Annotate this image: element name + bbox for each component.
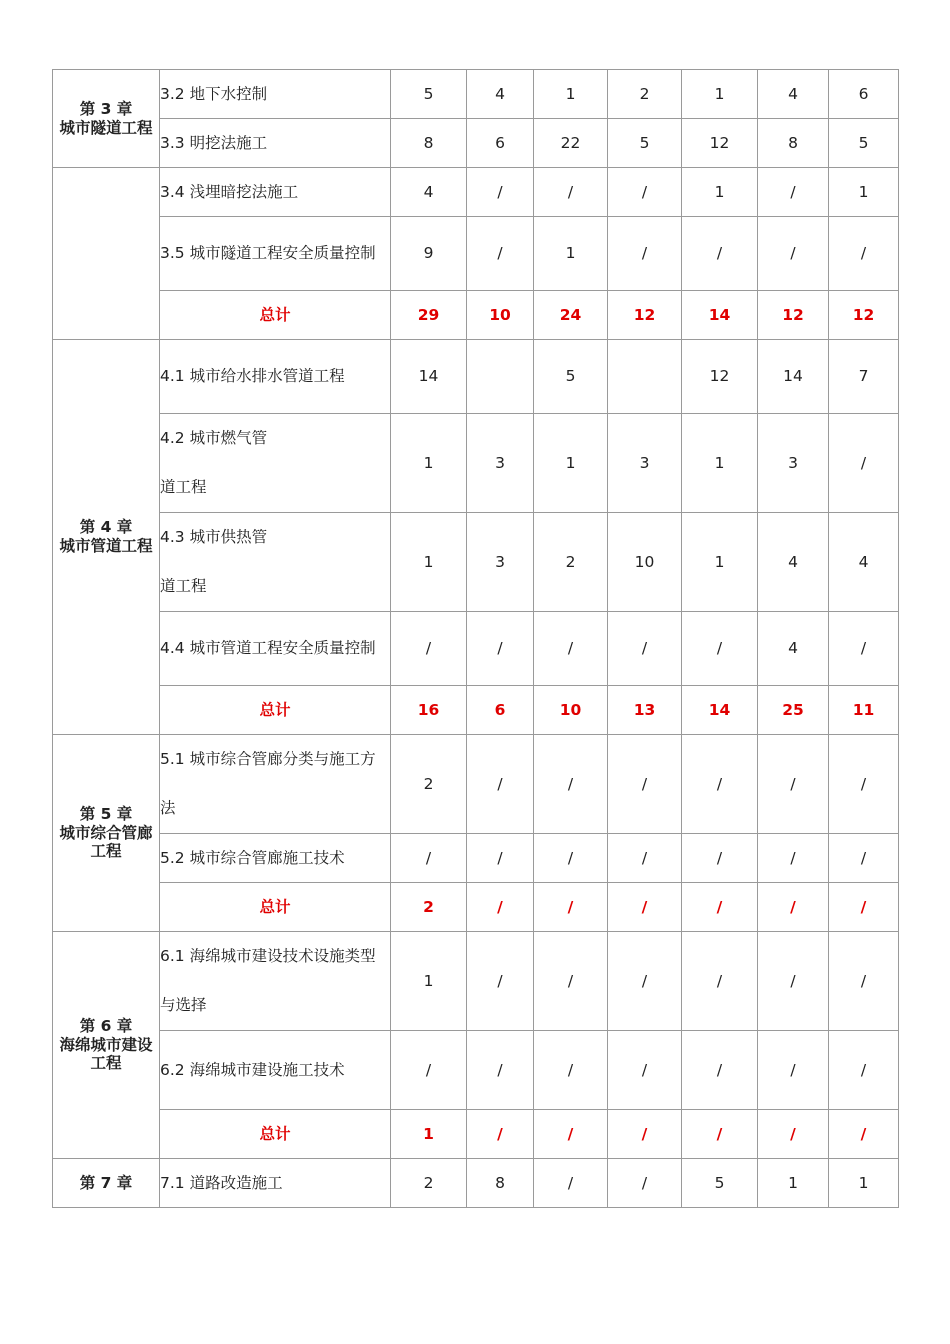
count-value: / bbox=[829, 612, 899, 686]
count-value: 12 bbox=[682, 340, 758, 414]
count-value: 1 bbox=[829, 168, 899, 217]
total-value: 12 bbox=[608, 291, 682, 340]
count-value: / bbox=[467, 217, 534, 291]
chapter-cell: 第 6 章 海绵城市建设 工程 bbox=[53, 932, 160, 1159]
section-label: 3.3 明挖法施工 bbox=[160, 119, 391, 168]
count-value: / bbox=[682, 612, 758, 686]
count-value: / bbox=[682, 735, 758, 834]
count-value: / bbox=[534, 1159, 608, 1208]
total-label: 总计 bbox=[160, 686, 391, 735]
count-value: / bbox=[534, 1031, 608, 1110]
total-value: 14 bbox=[682, 291, 758, 340]
count-value: 14 bbox=[758, 340, 829, 414]
total-value: / bbox=[829, 1110, 899, 1159]
count-value: 1 bbox=[682, 168, 758, 217]
count-value: 1 bbox=[758, 1159, 829, 1208]
count-value bbox=[608, 340, 682, 414]
count-value: 4 bbox=[758, 612, 829, 686]
count-value: / bbox=[829, 217, 899, 291]
section-label: 7.1 道路改造施工 bbox=[160, 1159, 391, 1208]
count-value: / bbox=[467, 612, 534, 686]
count-value: / bbox=[534, 834, 608, 883]
section-label: 5.2 城市综合管廊施工技术 bbox=[160, 834, 391, 883]
table-row bbox=[53, 1159, 899, 1208]
count-value: / bbox=[534, 612, 608, 686]
count-value: / bbox=[682, 217, 758, 291]
total-value: 12 bbox=[829, 291, 899, 340]
count-value: 6 bbox=[829, 70, 899, 119]
count-value: / bbox=[608, 932, 682, 1031]
table-row bbox=[53, 70, 899, 119]
count-value: 5 bbox=[608, 119, 682, 168]
total-value: 2 bbox=[391, 883, 467, 932]
count-value: 5 bbox=[534, 340, 608, 414]
count-value: / bbox=[682, 834, 758, 883]
count-value: / bbox=[829, 1031, 899, 1110]
total-row bbox=[53, 686, 899, 735]
count-value: 4 bbox=[467, 70, 534, 119]
count-value: 9 bbox=[391, 217, 467, 291]
exam-stats-table bbox=[52, 69, 899, 1208]
total-value: 29 bbox=[391, 291, 467, 340]
total-value: / bbox=[758, 1110, 829, 1159]
section-label: 4.3 城市供热管道工程 bbox=[160, 513, 391, 612]
count-value: 14 bbox=[391, 340, 467, 414]
count-value: / bbox=[534, 735, 608, 834]
total-row bbox=[53, 1110, 899, 1159]
table-row bbox=[53, 612, 899, 686]
count-value: / bbox=[758, 834, 829, 883]
section-label: 4.1 城市给水排水管道工程 bbox=[160, 340, 391, 414]
count-value: / bbox=[608, 612, 682, 686]
total-value: / bbox=[534, 1110, 608, 1159]
total-value: / bbox=[829, 883, 899, 932]
count-value: 1 bbox=[682, 414, 758, 513]
count-value: / bbox=[608, 1031, 682, 1110]
total-value: 14 bbox=[682, 686, 758, 735]
total-value: 10 bbox=[534, 686, 608, 735]
count-value: / bbox=[829, 735, 899, 834]
section-label: 3.2 地下水控制 bbox=[160, 70, 391, 119]
count-value: / bbox=[391, 1031, 467, 1110]
count-value: / bbox=[608, 834, 682, 883]
total-value: 12 bbox=[758, 291, 829, 340]
section-label: 6.1 海绵城市建设技术设施类型与选择 bbox=[160, 932, 391, 1031]
count-value: 2 bbox=[608, 70, 682, 119]
chapter-cell: 第 4 章 城市管道工程 bbox=[53, 340, 160, 735]
total-value: 16 bbox=[391, 686, 467, 735]
chapter-cell: 第 7 章 bbox=[53, 1159, 160, 1208]
count-value: 1 bbox=[682, 70, 758, 119]
count-value: / bbox=[608, 735, 682, 834]
count-value: 2 bbox=[534, 513, 608, 612]
total-value: / bbox=[682, 883, 758, 932]
total-label: 总计 bbox=[160, 291, 391, 340]
count-value: 1 bbox=[829, 1159, 899, 1208]
total-label: 总计 bbox=[160, 883, 391, 932]
section-label: 5.1 城市综合管廊分类与施工方法 bbox=[160, 735, 391, 834]
count-value: / bbox=[758, 217, 829, 291]
count-value: / bbox=[758, 1031, 829, 1110]
count-value: / bbox=[758, 932, 829, 1031]
count-value: / bbox=[534, 168, 608, 217]
total-value: / bbox=[534, 883, 608, 932]
count-value: 3 bbox=[608, 414, 682, 513]
table-row bbox=[53, 119, 899, 168]
count-value: 4 bbox=[758, 513, 829, 612]
count-value: 4 bbox=[829, 513, 899, 612]
count-value: 8 bbox=[758, 119, 829, 168]
count-value: 1 bbox=[391, 932, 467, 1031]
count-value: 5 bbox=[829, 119, 899, 168]
count-value: / bbox=[391, 612, 467, 686]
section-label: 3.5 城市隧道工程安全质量控制 bbox=[160, 217, 391, 291]
table-row bbox=[53, 735, 899, 834]
total-value: 13 bbox=[608, 686, 682, 735]
chapter-cell-blank bbox=[53, 168, 160, 340]
count-value: 1 bbox=[534, 414, 608, 513]
section-label: 3.4 浅埋暗挖法施工 bbox=[160, 168, 391, 217]
table-row bbox=[53, 932, 899, 1031]
count-value: 5 bbox=[682, 1159, 758, 1208]
count-value: / bbox=[758, 168, 829, 217]
chapter-cell: 第 3 章 城市隧道工程 bbox=[53, 70, 160, 168]
count-value: 22 bbox=[534, 119, 608, 168]
count-value: 2 bbox=[391, 735, 467, 834]
count-value: / bbox=[682, 932, 758, 1031]
count-value: 1 bbox=[391, 513, 467, 612]
count-value: / bbox=[829, 834, 899, 883]
total-value: / bbox=[758, 883, 829, 932]
count-value: / bbox=[467, 735, 534, 834]
count-value: 6 bbox=[467, 119, 534, 168]
count-value: 10 bbox=[608, 513, 682, 612]
table-row bbox=[53, 217, 899, 291]
total-row bbox=[53, 883, 899, 932]
total-value: 24 bbox=[534, 291, 608, 340]
chapter-cell: 第 5 章 城市综合管廊 工程 bbox=[53, 735, 160, 932]
total-value: / bbox=[682, 1110, 758, 1159]
total-value: / bbox=[608, 883, 682, 932]
total-value: 11 bbox=[829, 686, 899, 735]
count-value: / bbox=[608, 1159, 682, 1208]
count-value: 2 bbox=[391, 1159, 467, 1208]
total-value: 10 bbox=[467, 291, 534, 340]
count-value: / bbox=[829, 932, 899, 1031]
count-value: 4 bbox=[758, 70, 829, 119]
table-row bbox=[53, 340, 899, 414]
count-value: 3 bbox=[758, 414, 829, 513]
count-value bbox=[467, 340, 534, 414]
count-value: 8 bbox=[467, 1159, 534, 1208]
table-row bbox=[53, 1031, 899, 1110]
table-row bbox=[53, 513, 899, 612]
count-value: / bbox=[534, 932, 608, 1031]
section-label: 6.2 海绵城市建设施工技术 bbox=[160, 1031, 391, 1110]
total-label: 总计 bbox=[160, 1110, 391, 1159]
count-value: 8 bbox=[391, 119, 467, 168]
count-value: 3 bbox=[467, 414, 534, 513]
count-value: 7 bbox=[829, 340, 899, 414]
count-value: 3 bbox=[467, 513, 534, 612]
count-value: / bbox=[391, 834, 467, 883]
count-value: 1 bbox=[391, 414, 467, 513]
count-value: / bbox=[467, 168, 534, 217]
count-value: / bbox=[608, 217, 682, 291]
table-row bbox=[53, 414, 899, 513]
count-value: / bbox=[467, 932, 534, 1031]
count-value: 1 bbox=[534, 70, 608, 119]
count-value: 1 bbox=[534, 217, 608, 291]
count-value: / bbox=[829, 414, 899, 513]
count-value: / bbox=[467, 834, 534, 883]
count-value: 12 bbox=[682, 119, 758, 168]
section-label: 4.2 城市燃气管道工程 bbox=[160, 414, 391, 513]
total-value: 1 bbox=[391, 1110, 467, 1159]
section-label: 4.4 城市管道工程安全质量控制 bbox=[160, 612, 391, 686]
count-value: / bbox=[682, 1031, 758, 1110]
count-value: / bbox=[467, 1031, 534, 1110]
total-value: / bbox=[467, 883, 534, 932]
total-value: 6 bbox=[467, 686, 534, 735]
count-value: 5 bbox=[391, 70, 467, 119]
total-value: / bbox=[608, 1110, 682, 1159]
count-value: 4 bbox=[391, 168, 467, 217]
total-value: / bbox=[467, 1110, 534, 1159]
count-value: 1 bbox=[682, 513, 758, 612]
table-row bbox=[53, 168, 899, 217]
total-row bbox=[53, 291, 899, 340]
total-value: 25 bbox=[758, 686, 829, 735]
table-row bbox=[53, 834, 899, 883]
count-value: / bbox=[758, 735, 829, 834]
count-value: / bbox=[608, 168, 682, 217]
